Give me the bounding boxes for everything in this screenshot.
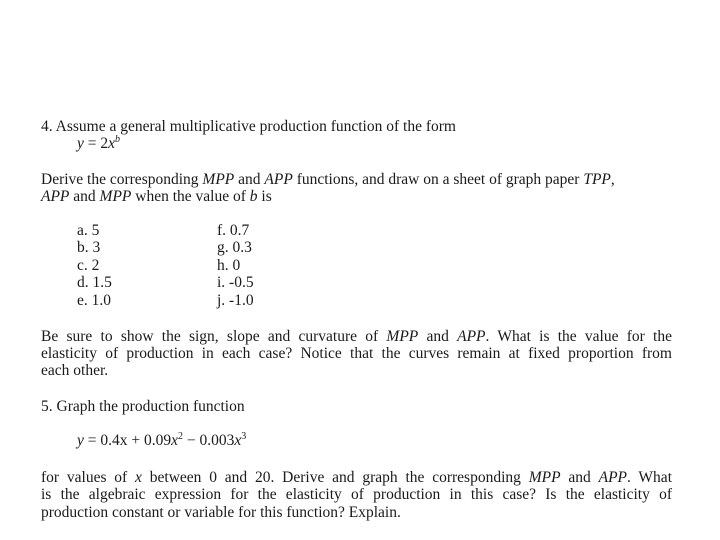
- option-f: f. 0.7: [217, 222, 250, 239]
- q5-formula: $y = 0.4x + 0.09x^2 - 0.003x^3$: [77, 430, 247, 449]
- q4-formula: $y = 2x^b$: [77, 133, 121, 152]
- option-i: i. -0.5: [217, 274, 254, 291]
- option-j: j. -1.0: [217, 292, 254, 309]
- q4-heading: 4. Assume a general multiplicative production function of the form: [41, 118, 456, 135]
- q5-heading: 5. Graph the production function: [41, 398, 245, 415]
- option-e: e. 1.0: [77, 292, 112, 309]
- q5-para-line2: is the algebraic expression for the elasticity of production in this case? Is the elasticity of: [41, 486, 672, 503]
- option-b: b. 3: [77, 239, 101, 256]
- q5-para-line3: production constant or variable for this function? Explain.: [41, 504, 401, 521]
- q5-para-line1: for values of x between 0 and 20. Derive and graph the corresponding MPP and APP. What: [41, 469, 672, 486]
- q4-sure-line2: elasticity of production in each case? Notice that the curves remain at fixed proportion from: [41, 345, 672, 362]
- q4-derive-line2: APP and MPP when the value of b is: [41, 188, 272, 205]
- option-a: a. 5: [77, 222, 100, 239]
- q4-sure-line1: Be sure to show the sign, slope and curvature of MPP and APP. What is the value for the: [41, 328, 672, 345]
- option-c: c. 2: [77, 257, 100, 274]
- option-h: h. 0: [217, 257, 241, 274]
- q4-sure-line3: each other.: [41, 362, 109, 379]
- option-d: d. 1.5: [77, 274, 112, 291]
- q4-derive-line1: Derive the corresponding MPP and APP functions, and draw on a sheet of graph paper TPP,: [41, 171, 615, 188]
- option-g: g. 0.3: [217, 239, 252, 256]
